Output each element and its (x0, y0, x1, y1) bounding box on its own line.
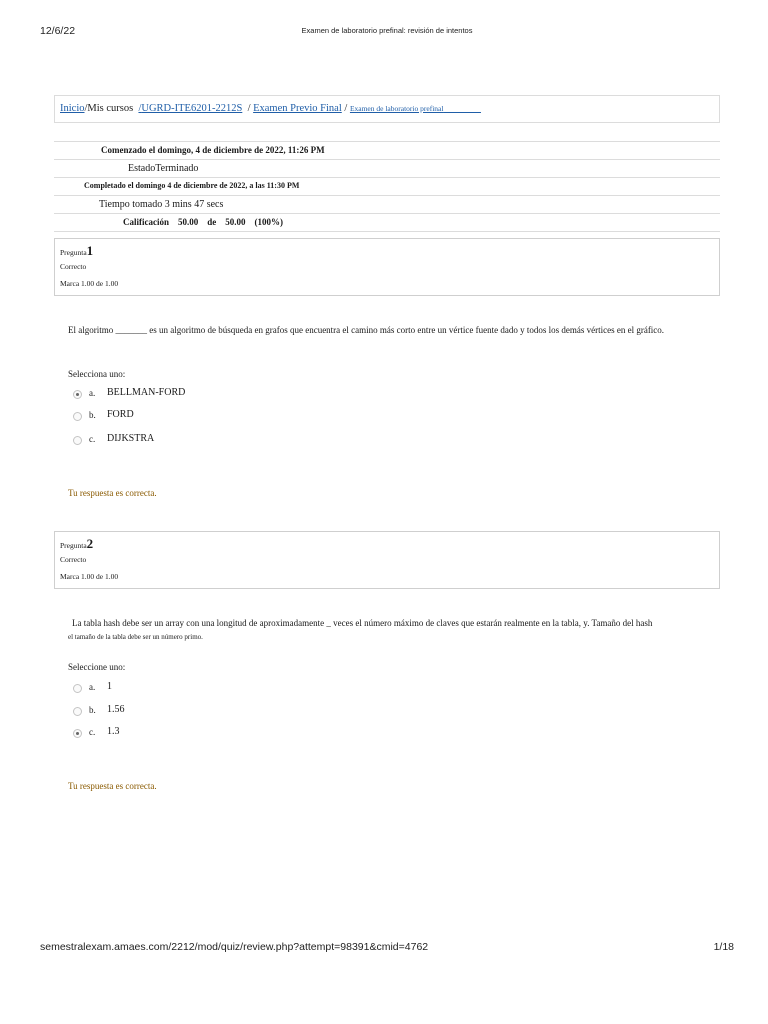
question-number: 2 (86, 536, 94, 551)
breadcrumb (54, 95, 720, 123)
option-value: BELLMAN-FORD (107, 387, 186, 398)
option-value: 1 (107, 681, 112, 692)
question-1-info (54, 238, 720, 296)
breadcrumb-home-link[interactable]: Inicio (60, 103, 85, 114)
radio-selected-icon[interactable] (73, 390, 82, 399)
option-letter: b. (89, 705, 96, 715)
option-letter: b. (89, 410, 96, 420)
option-value: 1.56 (107, 704, 125, 715)
radio-icon[interactable] (73, 412, 82, 421)
question-2-status: Correcto (60, 555, 87, 564)
breadcrumb-section-link[interactable]: Examen Previo Final (253, 103, 342, 114)
page-number: 1/18 (713, 941, 734, 953)
print-date: 12/6/22 (40, 25, 76, 37)
option-value: FORD (107, 409, 134, 420)
question-1-mark: Marca 1.00 de 1.00 (60, 279, 119, 288)
question-2-text-block (68, 615, 672, 643)
question-2-label (60, 536, 93, 552)
option-letter: a. (89, 388, 96, 398)
breadcrumb-underline (443, 104, 481, 113)
question-number: 1 (86, 243, 94, 258)
question-1-label (60, 243, 93, 259)
question-2-info (54, 531, 720, 589)
question-2-text: La tabla hash debe ser un array con una longitud de aproximadamente _ veces el número máximo de claves que estarán realmente en la tabla, y. Tamaño del hash (72, 618, 653, 628)
question-2-prompt: Seleccione uno: (68, 662, 126, 672)
question-2-mark: Marca 1.00 de 1.00 (60, 572, 119, 581)
print-title: Examen de laboratorio prefinal: revisión de intentos (301, 26, 473, 35)
summary-completed: Completado el domingo 4 de diciembre de 2022, a las 11:30 PM (84, 181, 300, 190)
breadcrumb-separator: / (247, 103, 251, 114)
print-url: semestralexam.amaes.com/2212/mod/quiz/review.php?attempt=98391&cmid=4762 (40, 941, 429, 953)
radio-selected-icon[interactable] (73, 729, 82, 738)
option-letter: c. (89, 434, 96, 444)
print-footer (40, 941, 734, 955)
summary-time-taken: Tiempo tomado 3 mins 47 secs (99, 199, 224, 210)
breadcrumb-my-courses[interactable]: Mis cursos (87, 103, 134, 114)
breadcrumb-current-link[interactable]: Examen de laboratorio prefinal (349, 104, 444, 113)
print-header (40, 25, 734, 39)
radio-icon[interactable] (73, 436, 82, 445)
question-2-feedback: Tu respuesta es correcta. (68, 781, 157, 791)
option-letter: a. (89, 682, 96, 692)
option-letter: c. (89, 727, 96, 737)
question-1-text: El algoritmo _______ es un algoritmo de búsqueda en grafos que encuentra el camino más corto entre un vértice fuente dado y todos los demás vértices en el gráfico. (68, 325, 665, 335)
question-1-status: Correcto (60, 262, 87, 271)
question-2-subtext: el tamaño de la tabla debe ser un número primo. (68, 633, 203, 641)
option-value: 1.3 (107, 726, 120, 737)
breadcrumb-separator: / (344, 103, 348, 114)
breadcrumb-course-link[interactable]: UGRD-ITE6201-2212S (141, 103, 243, 114)
breadcrumb-separator: / (84, 103, 88, 114)
question-1-feedback: Tu respuesta es correcta. (68, 488, 157, 498)
summary-completed-row (54, 177, 720, 195)
summary-grade-row (54, 213, 720, 232)
attempt-summary (54, 141, 720, 232)
radio-icon[interactable] (73, 684, 82, 693)
question-label-text: Pregunta (60, 248, 87, 257)
radio-icon[interactable] (73, 707, 82, 716)
breadcrumb-course-link: / (138, 103, 142, 114)
question-1-prompt: Selecciona uno: (68, 369, 126, 379)
summary-started: Comenzado el domingo, 4 de diciembre de 2022, 11:26 PM (101, 145, 325, 155)
summary-grade: Calificación 50.00 de 50.00 (100%) (123, 217, 283, 227)
summary-started-row (54, 141, 720, 159)
summary-time-row (54, 195, 720, 213)
summary-state-row (54, 159, 720, 177)
question-label-text: Pregunta (60, 541, 87, 550)
option-value: DIJKSTRA (107, 433, 155, 444)
summary-state: EstadoTerminado (128, 163, 199, 174)
